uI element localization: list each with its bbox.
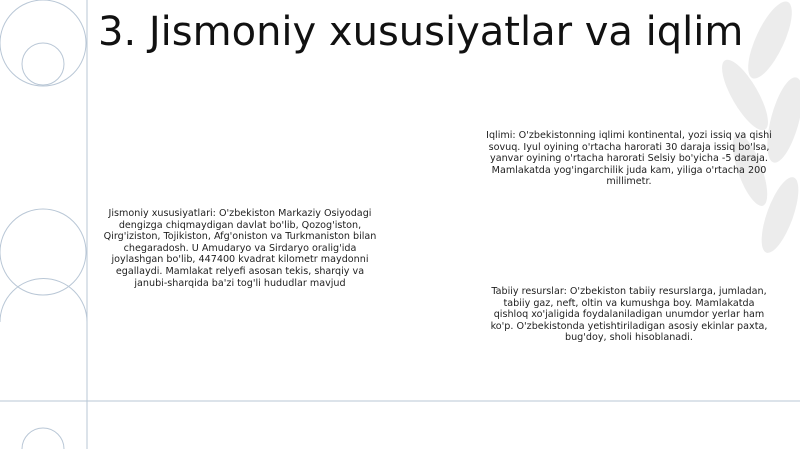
deco-arc-bottom [22, 428, 64, 449]
deco-circle-middle [0, 209, 86, 295]
natural-resources-text: Tabiiy resurslar: O'zbekiston tabiiy resurslarga, jumladan, tabiiy gaz, neft, oltin va kumushga boy. Mamlakatda qishloq xo'jaligida foydalaniladigan unumdor yerlar ham ko'p. O'zbekistonda yetishtiriladigan asosiy ekinlar paxta, bug'doy, sholi hisoblanadi. [490, 286, 768, 344]
physical-features-text: Jismoniy xususiyatlari: O'zbekiston Markaziy Osiyodagi dengizga chiqmaydigan davlat bo'lib, Qozog'iston, Qirg'iziston, Tojikiston, Afg'oniston va Turkmaniston bilan chegaradosh. U Amudaryo va Sirdaryo oralig'ida joylashgan bo'lib, 447400 kvadrat kilometr maydonni egallaydi. Mamlakat relyefi asosan tekis, sharqiy va janubi-sharqida ba'zi tog'li hududlar mavjud [103, 208, 377, 289]
deco-circle-small [22, 43, 64, 85]
climate-text: Iqlimi: O'zbekistonning iqlimi kontinental, yozi issiq va qishi sovuq. Iyul oyining o'rtacha harorati 30 daraja issiq bo'lsa, yanvar oyining o'rtacha harorati Selsiy bo'yicha -5 daraja. Mamlakatda yog'ingarchilik juda kam, yiliga o'rtacha 200 millimetr. [486, 130, 772, 188]
deco-arc-lower [0, 279, 87, 402]
slide-title: 3. Jismoniy xususiyatlar va iqlim [98, 9, 744, 55]
